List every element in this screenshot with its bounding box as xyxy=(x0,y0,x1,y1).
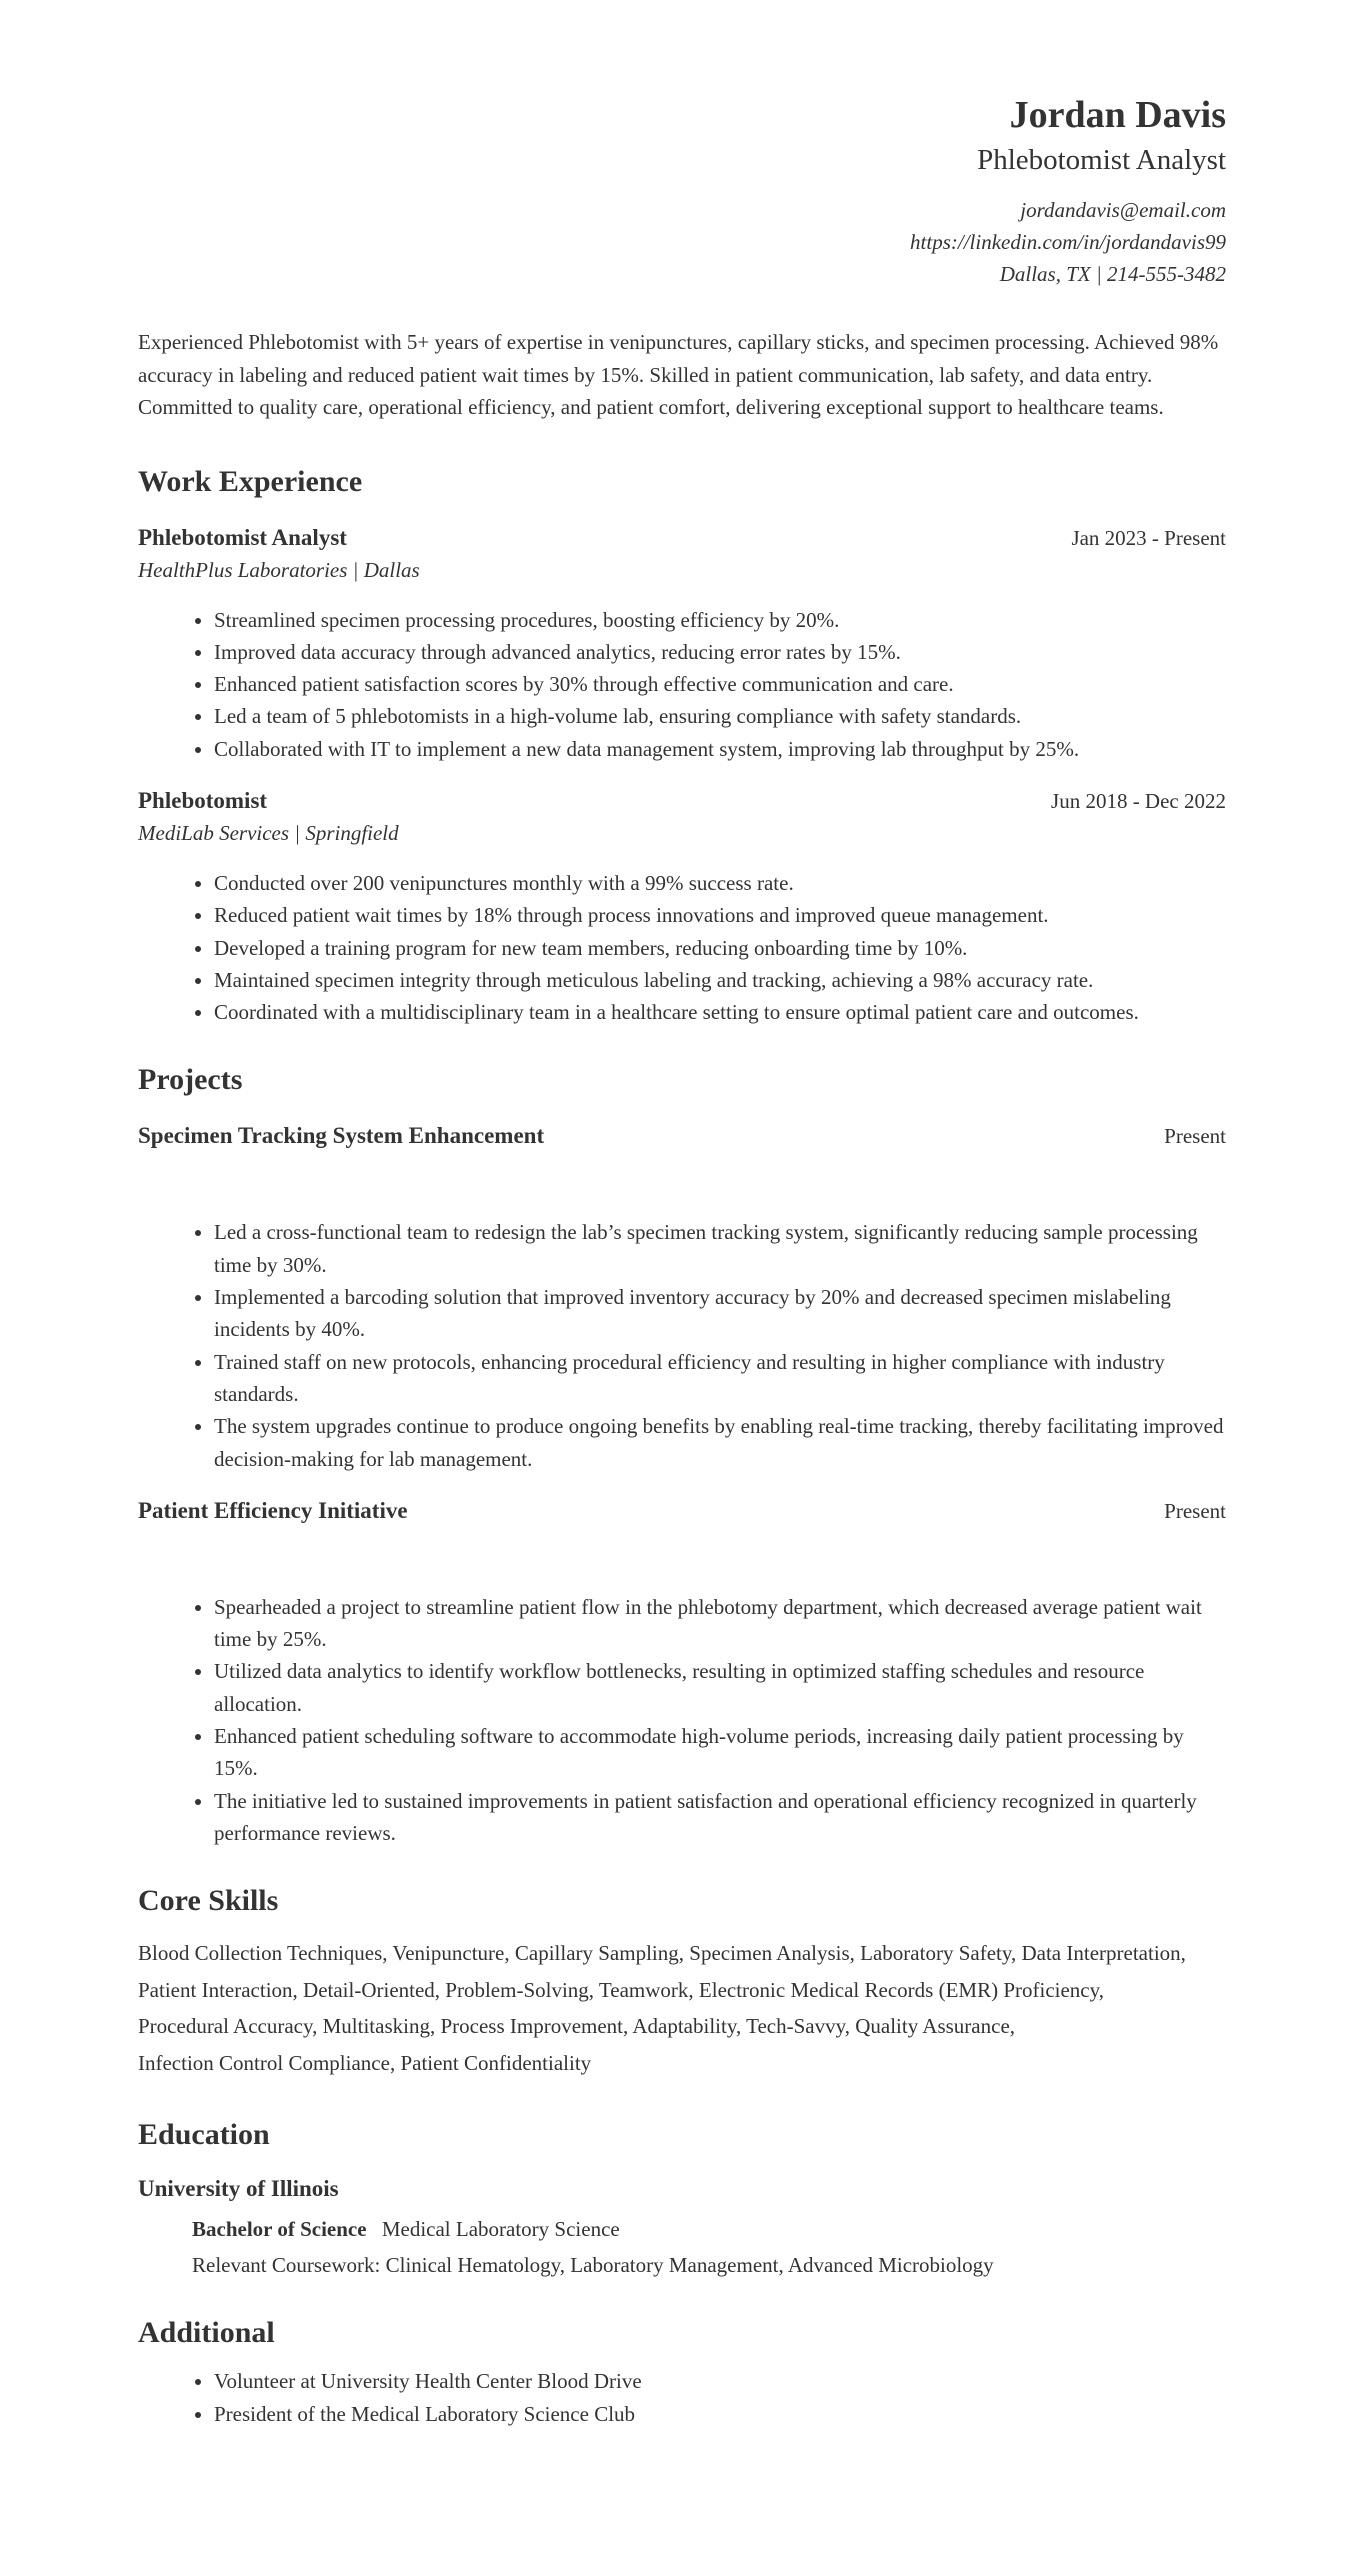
work-experience-section xyxy=(138,462,1226,1029)
list-item: • Implemented a barcoding solution that improved inventory accuracy by 20% and decreased specimen mislabeling incidents by 40%. xyxy=(214,1281,1226,1346)
list-item: • Maintained specimen integrity through meticulous labeling and tracking, achieving a 98% accuracy rate. xyxy=(214,964,1226,996)
list-item: • Utilized data analytics to identify workflow bottlenecks, resulting in optimized staffing schedules and resource allocation. xyxy=(214,1655,1226,1720)
list-item: • Enhanced patient satisfaction scores by 30% through effective communication and care. xyxy=(214,668,1226,700)
list-item: • Volunteer at University Health Center Blood Drive xyxy=(214,2365,1226,2397)
contact-location-phone: Dallas, TX | 214-555-3482 xyxy=(999,262,1226,286)
job-title: Phlebotomist Analyst xyxy=(138,524,347,550)
section-heading-projects: Projects xyxy=(138,1063,243,1097)
education-section xyxy=(138,2115,1226,2283)
education-details xyxy=(138,2211,1226,2283)
job-bullets xyxy=(138,867,1226,1028)
projects-section xyxy=(138,1060,1226,1849)
candidate-name: Jordan Davis xyxy=(1009,94,1226,136)
project-bullets xyxy=(138,1216,1226,1474)
list-item: • Reduced patient wait times by 18% through process innovations and improved queue management. xyxy=(214,899,1226,931)
list-item: • The system upgrades continue to produce ongoing benefits by enabling real-time tracking, thereby facilitating improved decision-making for lab management. xyxy=(214,1410,1226,1475)
list-item: • Led a team of 5 phlebotomists in a high-volume lab, ensuring compliance with safety standards. xyxy=(214,700,1226,732)
education-degree: Bachelor of Science xyxy=(192,2217,367,2242)
job-date: Jan 2023 - Present xyxy=(1071,525,1226,550)
contact-email: jordandavis@email.com xyxy=(1020,198,1226,222)
job-date: Jun 2018 - Dec 2022 xyxy=(1051,788,1226,813)
additional-section xyxy=(138,2313,1226,2430)
skills-line: Infection Control Compliance, Patient Confidentiality xyxy=(138,2050,592,2075)
additional-bullets xyxy=(138,2365,1226,2430)
list-item: • Coordinated with a multidisciplinary team in a healthcare setting to ensure optimal patient care and outcomes. xyxy=(214,996,1226,1028)
list-item: • Developed a training program for new team members, reducing onboarding time by 10%. xyxy=(214,932,1226,964)
list-item: • Trained staff on new protocols, enhancing procedural efficiency and resulting in higher compliance with industry standards. xyxy=(214,1346,1226,1411)
project-date: Present xyxy=(1164,1124,1226,1149)
education-coursework: Relevant Coursework: Clinical Hematology, Laboratory Management, Advanced Microbiology xyxy=(192,2253,994,2278)
project-entry xyxy=(138,1120,1226,1474)
section-heading-additional: Additional xyxy=(138,2316,275,2350)
education-field: Medical Laboratory Science xyxy=(381,2217,620,2242)
project-entry xyxy=(138,1495,1226,1849)
project-title: Specimen Tracking System Enhancement xyxy=(138,1123,545,1149)
skills-line: Blood Collection Techniques, Venipuncture, Capillary Sampling, Specimen Analysis, Laboratory Safety, Data Interpretation, xyxy=(138,1941,1186,1966)
list-item: • Improved data accuracy through advanced analytics, reducing error rates by 15%. xyxy=(214,636,1226,668)
skills-list xyxy=(138,1935,1226,2081)
project-bullets xyxy=(138,1591,1226,1849)
job-entry xyxy=(138,522,1226,765)
job-title: Phlebotomist xyxy=(138,787,268,813)
section-heading-education: Education xyxy=(138,2118,270,2152)
list-item: • Collaborated with IT to implement a new data management system, improving lab throughput by 25%. xyxy=(214,733,1226,765)
skills-line: Procedural Accuracy, Multitasking, Process Improvement, Adaptability, Tech-Savvy, Quality Assurance, xyxy=(138,2014,1016,2039)
list-item: • Enhanced patient scheduling software to accommodate high-volume periods, increasing daily patient processing by 15%. xyxy=(214,1720,1226,1785)
list-item: • Conducted over 200 venipunctures monthly with a 99% success rate. xyxy=(214,867,1226,899)
job-company: HealthPlus Laboratories | Dallas xyxy=(138,557,420,582)
professional-summary: Experienced Phlebotomist with 5+ years of expertise in venipunctures, capillary sticks, and specimen processing. Achieved 98% accuracy in labeling and reduced patient wait times by 15%. Skilled in patient communication, lab safety, and data entry. Committed to quality care, operational efficiency, and patient comfort, delivering exceptional support to healthcare teams. xyxy=(138,330,1219,419)
contact-linkedin: https://linkedin.com/in/jordandavis99 xyxy=(910,230,1226,254)
candidate-title: Phlebotomist Analyst xyxy=(977,144,1226,176)
job-company: MediLab Services | Springfield xyxy=(138,820,399,845)
list-item: • The initiative led to sustained improvements in patient satisfaction and operational efficiency recognized in quarterly performance reviews. xyxy=(214,1785,1226,1850)
project-title: Patient Efficiency Initiative xyxy=(138,1497,408,1523)
list-item: • Led a cross-functional team to redesign the lab’s specimen tracking system, significantly reducing sample processing time by 30%. xyxy=(214,1216,1226,1281)
job-entry xyxy=(138,785,1226,1028)
list-item: • President of the Medical Laboratory Science Club xyxy=(214,2398,1226,2430)
section-heading-skills: Core Skills xyxy=(138,1884,279,1918)
section-heading-work: Work Experience xyxy=(138,464,363,498)
education-school: University of Illinois xyxy=(138,2176,339,2202)
job-bullets xyxy=(138,604,1226,765)
list-item: • Spearheaded a project to streamline patient flow in the phlebotomy department, which decreased average patient wait time by 25%. xyxy=(214,1591,1226,1656)
list-item: • Streamlined specimen processing procedures, boosting efficiency by 20%. xyxy=(214,604,1226,636)
project-date: Present xyxy=(1164,1498,1226,1523)
core-skills-section xyxy=(138,1881,1226,2081)
skills-line: Patient Interaction, Detail-Oriented, Problem-Solving, Teamwork, Electronic Medical Records (EMR) Proficiency, xyxy=(138,1977,1104,2002)
resume-header xyxy=(138,90,1226,290)
